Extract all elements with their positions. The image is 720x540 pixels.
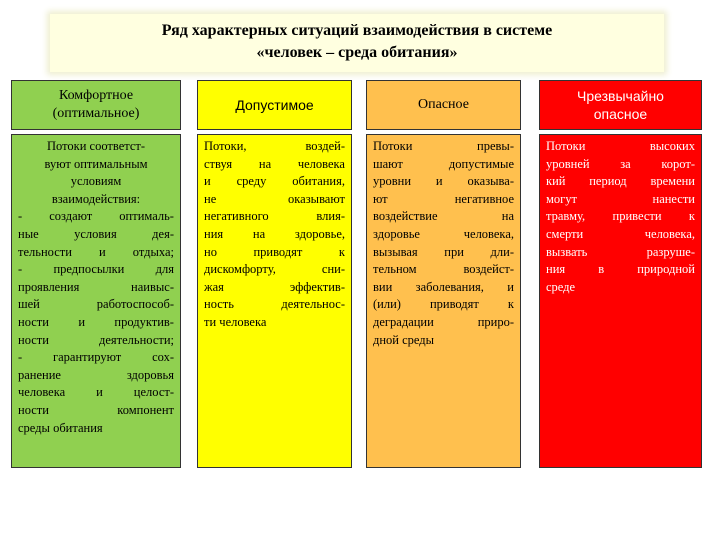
header-extremely-dangerous bbox=[539, 80, 702, 130]
body-line: дискомфорту, сни- bbox=[204, 262, 345, 277]
header-comfortable-line-2: (оптимальное) bbox=[52, 106, 140, 121]
body-line: не оказывают bbox=[204, 191, 345, 206]
body-line: могут нанести bbox=[546, 191, 695, 206]
body-line: шей работоспособ- bbox=[18, 297, 174, 312]
title-line-1: Ряд характерных ситуаций взаимодействия в системе bbox=[161, 22, 553, 39]
body-line: вии заболевания, и bbox=[373, 279, 514, 294]
body-line: вуют оптимальным bbox=[44, 156, 148, 171]
header-dangerous-text: Опасное bbox=[418, 97, 469, 112]
body-line: ности деятельности; bbox=[18, 332, 174, 347]
body-line: условиям bbox=[70, 174, 122, 189]
body-line: взаимодействия: bbox=[51, 191, 141, 206]
body-line: здоровье человека, bbox=[373, 226, 514, 241]
body-line: ния на здоровье, bbox=[204, 226, 345, 241]
body-line: тельном воздейст- bbox=[373, 262, 514, 277]
body-line: ти человека bbox=[204, 314, 267, 329]
body-permissible bbox=[197, 134, 352, 468]
header-comfortable-line-1: Комфортное bbox=[58, 88, 134, 103]
body-line: Потоки, воздей- bbox=[204, 139, 345, 153]
body-line: вызвать разруше- bbox=[546, 244, 695, 259]
body-line: ранение здоровья bbox=[18, 367, 174, 382]
body-line: - гарантируют сох- bbox=[18, 350, 174, 365]
body-line: (или) приводят к bbox=[373, 297, 514, 312]
body-line: кий период времени bbox=[546, 174, 695, 189]
body-line: Потоки высоких bbox=[546, 139, 695, 153]
body-line: среды обитания bbox=[18, 420, 103, 435]
body-line: и среду обитания, bbox=[204, 174, 345, 189]
body-line: ния в природной bbox=[546, 262, 695, 277]
body-extremely-dangerous bbox=[539, 134, 702, 468]
body-line: воздействие на bbox=[373, 209, 514, 224]
body-line: проявления наивыс- bbox=[18, 279, 174, 294]
body-line: ствуя на человека bbox=[204, 156, 345, 171]
body-line: уровни и оказыва- bbox=[373, 174, 514, 189]
slide-title bbox=[50, 14, 664, 72]
body-line: ные условия дея- bbox=[18, 226, 174, 241]
body-line: - создают оптималь- bbox=[18, 209, 174, 224]
body-line: смерти человека, bbox=[546, 226, 695, 241]
header-dangerous bbox=[366, 80, 521, 130]
header-comfortable bbox=[11, 80, 181, 130]
body-line: - предпосылки для bbox=[18, 262, 174, 277]
body-line: Потоки превы- bbox=[373, 139, 514, 153]
body-line: тельности и отдыха; bbox=[18, 244, 174, 259]
body-line: среде bbox=[546, 279, 576, 294]
body-line: дной среды bbox=[373, 332, 435, 347]
body-line: Потоки соответст- bbox=[46, 139, 146, 153]
body-line: шают допустимые bbox=[373, 156, 514, 171]
body-line: но приводят к bbox=[204, 244, 345, 259]
body-line: ность деятельнос- bbox=[204, 297, 345, 312]
header-extremely-dangerous-line-2: опасное bbox=[593, 106, 648, 122]
body-line: деградации приро- bbox=[373, 314, 514, 329]
body-line: вызывая при дли- bbox=[373, 244, 514, 259]
title-line-2: «человек – среда обитания» bbox=[256, 44, 458, 61]
body-line: ют негативное bbox=[373, 191, 514, 206]
body-line: ности и продуктив- bbox=[18, 314, 174, 329]
header-extremely-dangerous-line-1: Чрезвычайно bbox=[577, 88, 664, 104]
header-permissible bbox=[197, 80, 352, 130]
body-line: человека и целост- bbox=[18, 385, 174, 400]
body-line: травму, привести к bbox=[546, 209, 695, 224]
body-dangerous bbox=[366, 134, 521, 468]
body-line: уровней за корот- bbox=[546, 156, 695, 171]
body-line: негативного влия- bbox=[204, 209, 345, 224]
body-comfortable bbox=[11, 134, 181, 468]
body-line: ности компонент bbox=[18, 402, 174, 417]
body-line: жая эффектив- bbox=[204, 279, 345, 294]
header-permissible-text: Допустимое bbox=[235, 97, 314, 113]
